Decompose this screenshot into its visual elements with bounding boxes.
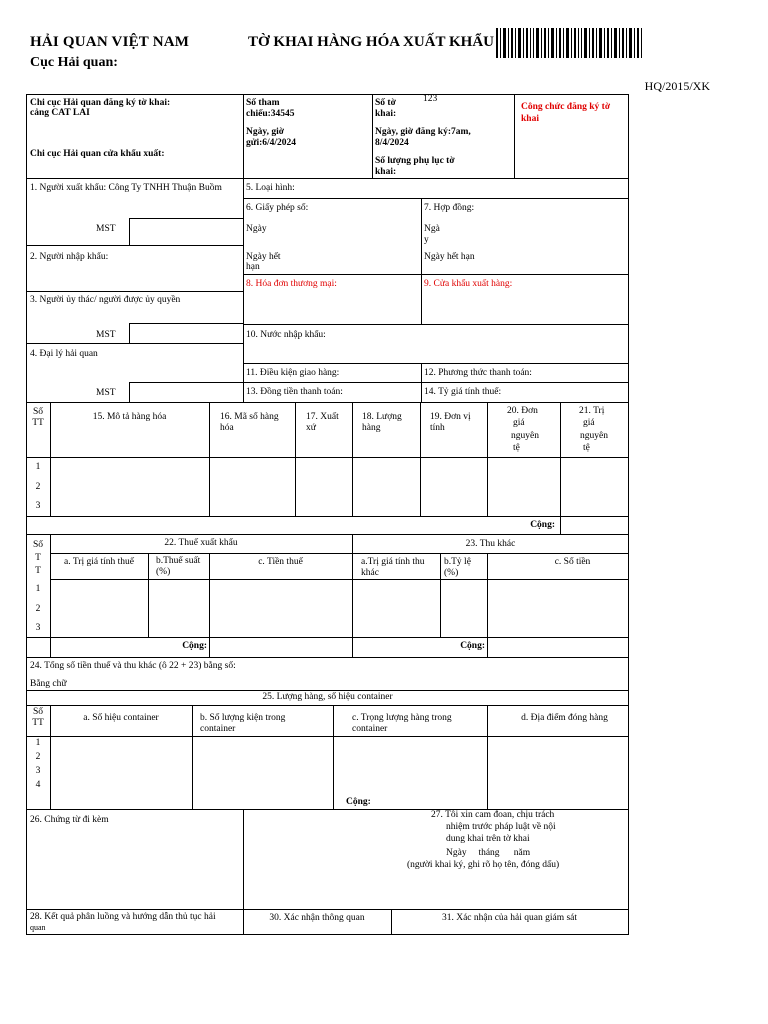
sent-date-value[interactable]: gửi:6/4/2024	[246, 138, 297, 148]
goods-hs-code-header: 16. Mã số hàng	[220, 412, 279, 422]
declaration-commitment-2: nhiệm trước pháp luật về nội	[446, 822, 556, 832]
invoice-field[interactable]: 8. Hóa đơn thương mại:	[246, 279, 337, 289]
registration-date-value[interactable]: 8/4/2024	[375, 138, 409, 148]
attached-documents-field[interactable]: 26. Chứng từ đi kèm	[30, 815, 109, 825]
export-tax-total-label: Cộng:	[182, 641, 207, 651]
importer-field[interactable]: 2. Người nhập khẩu:	[30, 252, 109, 262]
container-stt-header-2: TT	[32, 718, 44, 728]
container-weight-header: c. Trọng lượng hàng trong	[352, 713, 452, 723]
chi-cuc-register-value[interactable]: cảng CAT LAI	[30, 108, 90, 118]
container-row-number: 1	[35, 738, 41, 748]
container-row-number: 3	[35, 766, 41, 776]
customs-agent-field[interactable]: 4. Đại lý hải quan	[30, 349, 98, 359]
other-fee-value-header-2: khác	[361, 568, 379, 578]
goods-value-header: 21. Trị	[579, 406, 605, 416]
authorized-party-field[interactable]: 3. Người ủy thác/ người được ủy quyền	[30, 295, 181, 305]
container-packages-header: b. Số lượng kiện trong	[200, 713, 286, 723]
routing-result-field-2: quan	[30, 923, 46, 932]
goods-total-label: Cộng:	[530, 520, 555, 530]
type-field[interactable]: 5. Loại hình:	[246, 183, 295, 193]
goods-quantity-header: 18. Lượng	[362, 412, 402, 422]
other-fee-amount-header: c. Số tiền	[554, 557, 591, 567]
appendix-count-label: Số lượng phụ lục tờ	[375, 156, 455, 166]
declaration-commitment-3: dung khai trên tờ khai	[446, 834, 530, 844]
container-stt-header: Số	[32, 707, 44, 717]
officer-label-2: khai	[521, 114, 539, 124]
goods-stt-header: Số	[32, 407, 44, 417]
contract-date-label-2: y	[424, 235, 429, 245]
tax-row-number: 3	[35, 623, 41, 633]
reference-number-value[interactable]: chiếu:34545	[246, 109, 295, 119]
goods-unit-price-header: 20. Đơn	[507, 406, 538, 416]
department-label: Cục Hải quan:	[30, 55, 118, 70]
declaration-number-label-2: khai:	[375, 109, 397, 119]
goods-quantity-header-2: hàng	[362, 423, 381, 433]
reference-number-label: Số tham	[246, 98, 280, 108]
tax-amount-header: c. Tiền thuế	[258, 557, 303, 567]
exporter-tax-code-label: MST	[96, 224, 116, 234]
exporter-field[interactable]: 1. Người xuất khẩu: Công Ty TNHH Thuận Buồm	[30, 183, 222, 193]
container-number-header: a. Số hiệu container	[83, 713, 159, 723]
other-fees-header: 23. Thu khác	[465, 539, 516, 549]
import-country-field[interactable]: 10. Nước nhập khẩu:	[246, 330, 326, 340]
other-fee-rate-header: b.Tỷ lệ	[444, 557, 471, 567]
tax-rate-header: b.Thuế suất	[156, 556, 201, 566]
goods-value-header-2: giá	[583, 418, 595, 428]
containers-title: 25. Lượng hàng, số hiệu container	[262, 692, 393, 702]
tax-row-number: 2	[35, 604, 41, 614]
goods-value-header-3: nguyên	[580, 431, 608, 441]
license-expiry-label: Ngày hết	[246, 252, 281, 262]
tax-stt-header-3: T	[35, 566, 41, 576]
form-title: TỜ KHAI HÀNG HÓA XUẤT KHẨU	[248, 34, 494, 50]
contract-date-label: Ngà	[424, 224, 440, 234]
other-fee-rate-header-2: (%)	[444, 568, 459, 578]
goods-unit-price-header-3: nguyên	[511, 431, 539, 441]
goods-hs-code-header-2: hóa	[220, 423, 234, 433]
packing-location-header: d. Địa điểm đóng hàng	[521, 713, 608, 723]
declaration-date: Ngày tháng năm	[446, 848, 531, 858]
total-tax-in-figures-field[interactable]: 24. Tổng số tiền thuế và thu khác (ô 22 + 23) bằng số:	[30, 661, 236, 671]
goods-unit-header-2: tính	[430, 423, 445, 433]
declaration-number-label: Số tờ	[375, 98, 396, 108]
declaration-number-value[interactable]: 123	[423, 94, 438, 104]
goods-row-number: 2	[35, 482, 41, 492]
license-expiry-label-2: hạn	[246, 262, 260, 272]
goods-unit-header: 19. Đơn vị	[430, 412, 471, 422]
container-packages-header-2: container	[200, 724, 236, 734]
total-tax-in-words-field[interactable]: Bằng chữ	[30, 679, 67, 689]
goods-row-number: 1	[35, 462, 41, 472]
barcode-icon	[494, 28, 644, 58]
form-code: HQ/2015/XK	[644, 79, 710, 93]
other-fee-value-header: a.Trị giá tính thu	[361, 557, 425, 567]
agency-name: HẢI QUAN VIỆT NAM	[30, 34, 190, 50]
sent-date-label: Ngày, giờ	[246, 127, 284, 137]
contract-expiry-label: Ngày hết hạn	[424, 252, 475, 262]
container-weight-header-2: container	[352, 724, 388, 734]
goods-origin-header: 17. Xuất	[306, 412, 339, 422]
exchange-rate-field[interactable]: 14. Tỷ giá tính thuế:	[424, 387, 502, 397]
routing-result-field: 28. Kết quả phân luồng và hướng dẫn thủ tục hải	[30, 912, 216, 922]
goods-value-header-4: tệ	[583, 443, 590, 453]
tax-stt-header-2: T	[35, 553, 41, 563]
container-row-number: 4	[35, 780, 41, 790]
chi-cuc-export-label: Chi cục Hải quan cửa khẩu xuất:	[30, 149, 165, 159]
tax-stt-header: Số	[32, 540, 44, 550]
container-total-label: Cộng:	[346, 797, 371, 807]
clearance-confirmation-field: 30. Xác nhận thông quan	[269, 913, 365, 923]
goods-unit-price-header-4: tệ	[513, 443, 520, 453]
other-fee-total-label: Cộng:	[460, 641, 485, 651]
tax-row-number: 1	[35, 584, 41, 594]
goods-origin-header-2: xứ	[306, 423, 316, 433]
export-tax-header: 22. Thuế xuất khẩu	[164, 538, 238, 548]
currency-field[interactable]: 13. Đồng tiền thanh toán:	[246, 387, 343, 397]
tax-rate-header-2: (%)	[156, 567, 171, 577]
taxable-value-header: a. Trị giá tính thuế	[64, 557, 134, 567]
goods-unit-price-header-2: giá	[513, 418, 525, 428]
declarant-signature-note: (người khai ký, ghi rõ họ tên, đóng dấu)	[407, 860, 560, 870]
license-date-label: Ngày	[246, 224, 267, 234]
officer-label: Công chức đăng ký tờ	[521, 102, 611, 112]
registration-date-label[interactable]: Ngày, giờ đăng ký:7am,	[375, 127, 471, 137]
export-gate-field[interactable]: 9. Cửa khẩu xuất hàng:	[424, 279, 513, 289]
appendix-count-label-2: khai:	[375, 167, 397, 177]
goods-description-header: 15. Mô tả hàng hóa	[92, 412, 167, 422]
declaration-commitment: 27. Tôi xin cam đoan, chịu trách	[431, 810, 555, 820]
container-row-number: 2	[35, 752, 41, 762]
agent-tax-code-label: MST	[96, 388, 116, 398]
delivery-terms-field[interactable]: 11. Điều kiện giao hàng:	[246, 368, 340, 378]
supervision-confirmation-field: 31. Xác nhận của hải quan giám sát	[441, 913, 578, 923]
authorized-tax-code-label: MST	[96, 330, 116, 340]
goods-row-number: 3	[35, 501, 41, 511]
contract-field[interactable]: 7. Hợp đồng:	[424, 203, 475, 213]
license-field[interactable]: 6. Giấy phép số:	[246, 203, 309, 213]
payment-method-field[interactable]: 12. Phương thức thanh toán:	[424, 368, 532, 378]
goods-stt-header-2: TT	[32, 418, 44, 428]
chi-cuc-register-label: Chi cục Hải quan đăng ký tờ khai:	[30, 98, 171, 108]
